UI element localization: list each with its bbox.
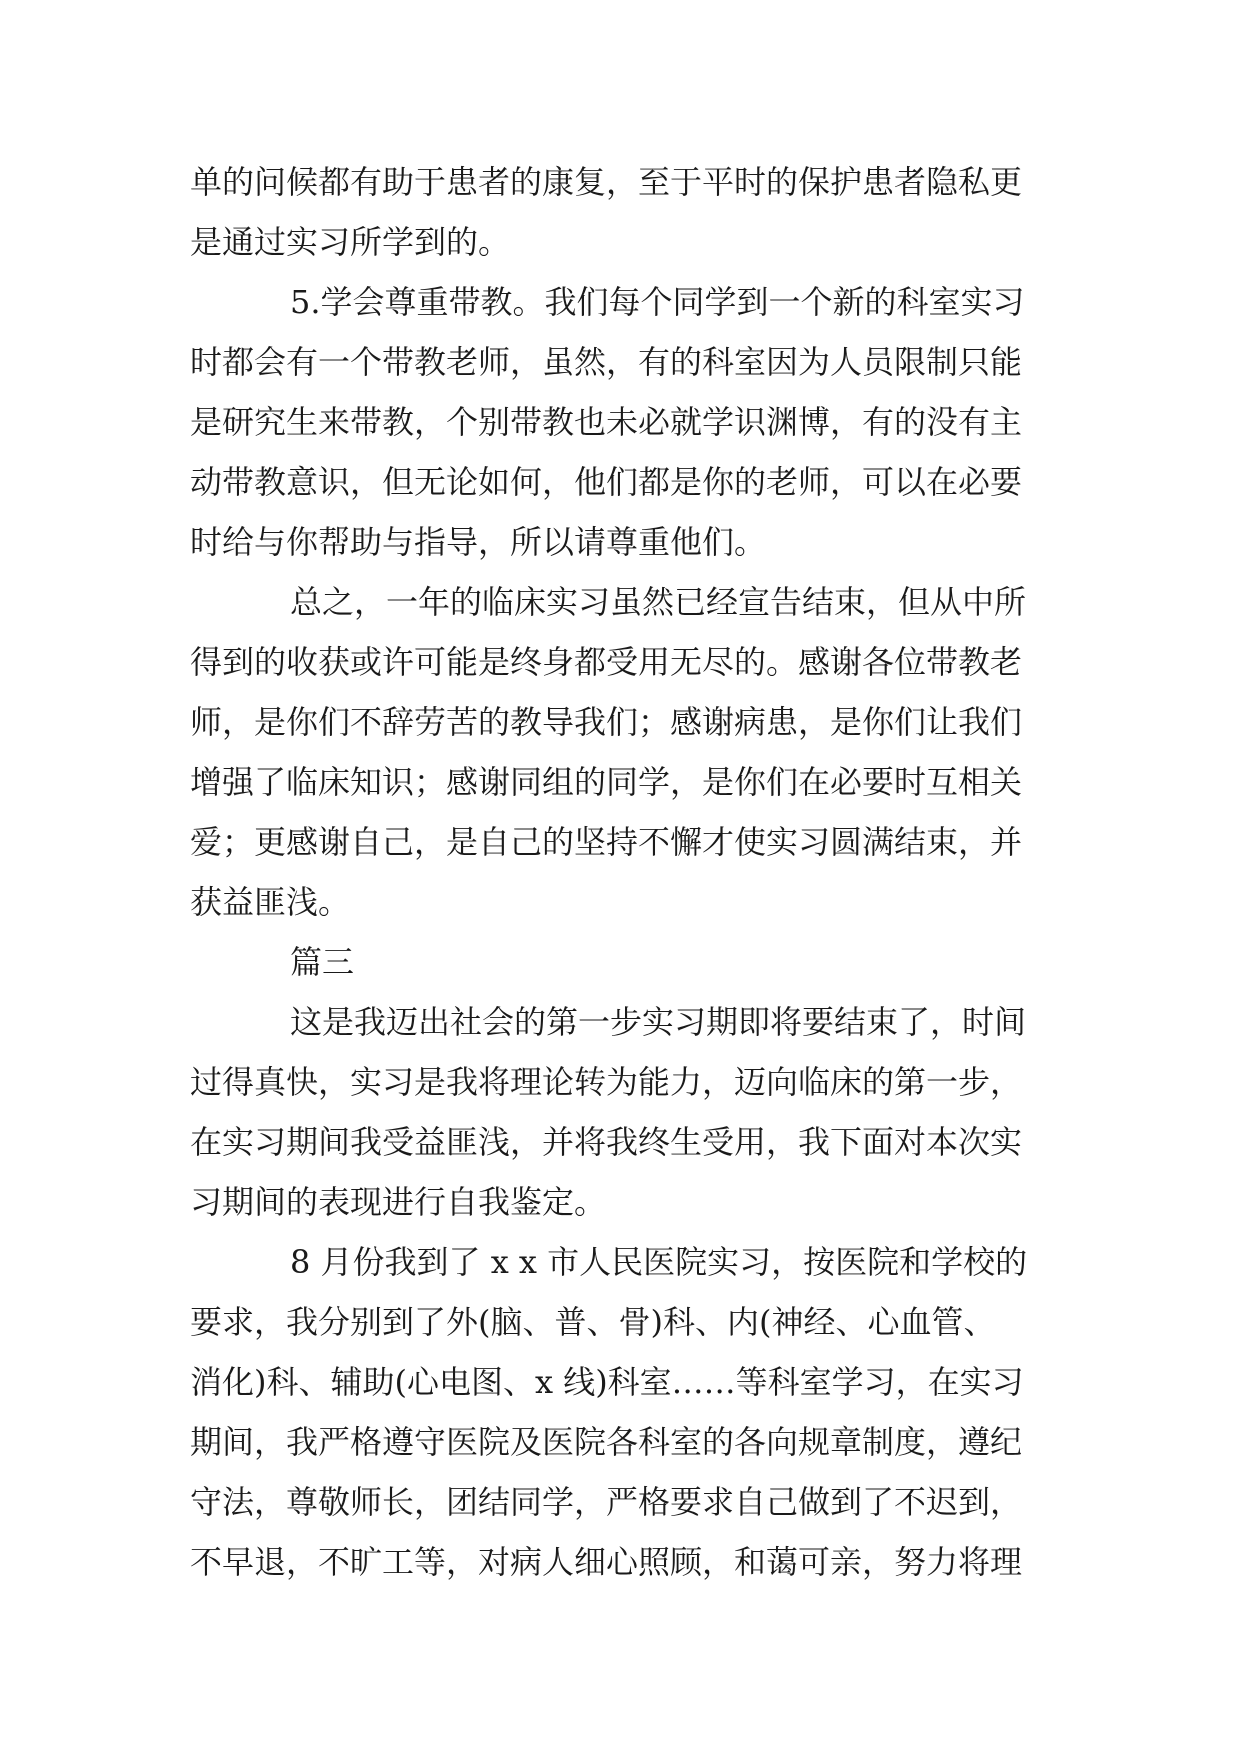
text-line: 师，是你们不辞劳苦的教导我们；感谢病患，是你们让我们 bbox=[190, 703, 1023, 741]
text-line: 是研究生来带教，个别带教也未必就学识渊博，有的没有主 bbox=[190, 403, 1023, 441]
document-body bbox=[190, 152, 1060, 1592]
text-line: 动带教意识，但无论如何，他们都是你的老师，可以在必要 bbox=[190, 463, 1023, 501]
text-line: 增强了临床知识；感谢同组的同学，是你们在必要时互相关 bbox=[190, 763, 1023, 801]
text-line: 期间，我严格遵守医院及医院各科室的各向规章制度，遵纪 bbox=[190, 1423, 1023, 1461]
text-line: 单的问候都有助于患者的康复，至于平时的保护患者隐私更 bbox=[190, 163, 1023, 201]
text-line: 过得真快，实习是我将理论转为能力，迈向临床的第一步， bbox=[190, 1063, 1023, 1101]
text-line: 守法，尊敬师长，团结同学，严格要求自己做到了不迟到， bbox=[190, 1483, 1023, 1521]
text-line: 是通过实习所学到的。 bbox=[190, 223, 511, 261]
text-line: 习期间的表现进行自我鉴定。 bbox=[190, 1183, 607, 1221]
paragraph-start-line: 8 月份我到了 x x 市人民医院实习，按医院和学校的 bbox=[290, 1243, 1028, 1281]
text-line: 得到的收获或许可能是终身都受用无尽的。感谢各位带教老 bbox=[190, 643, 1023, 681]
text-line: 要求，我分别到了外(脑、普、骨)科、内(神经、心血管、 bbox=[190, 1303, 996, 1341]
paragraph-start-line: 这是我迈出社会的第一步实习期即将要结束了，时间 bbox=[290, 1003, 1027, 1041]
text-line: 不早退，不旷工等，对病人细心照顾，和蔼可亲，努力将理 bbox=[190, 1543, 1023, 1581]
text-line: 在实习期间我受益匪浅，并将我终生受用，我下面对本次实 bbox=[190, 1123, 1023, 1161]
paragraph-start-line: 5.学会尊重带教。我们每个同学到一个新的科室实习 bbox=[290, 283, 1025, 321]
text-line: 时都会有一个带教老师，虽然，有的科室因为人员限制只能 bbox=[190, 343, 1023, 381]
section-heading: 篇三 bbox=[290, 943, 355, 981]
text-line: 获益匪浅。 bbox=[190, 883, 351, 921]
text-line: 消化)科、辅助(心电图、x 线)科室……等科室学习，在实习 bbox=[190, 1363, 1024, 1401]
text-line: 时给与你帮助与指导，所以请尊重他们。 bbox=[190, 523, 767, 561]
text-line: 爱；更感谢自己，是自己的坚持不懈才使实习圆满结束，并 bbox=[190, 823, 1023, 861]
paragraph-start-line: 总之，一年的临床实习虽然已经宣告结束，但从中所 bbox=[290, 583, 1027, 621]
